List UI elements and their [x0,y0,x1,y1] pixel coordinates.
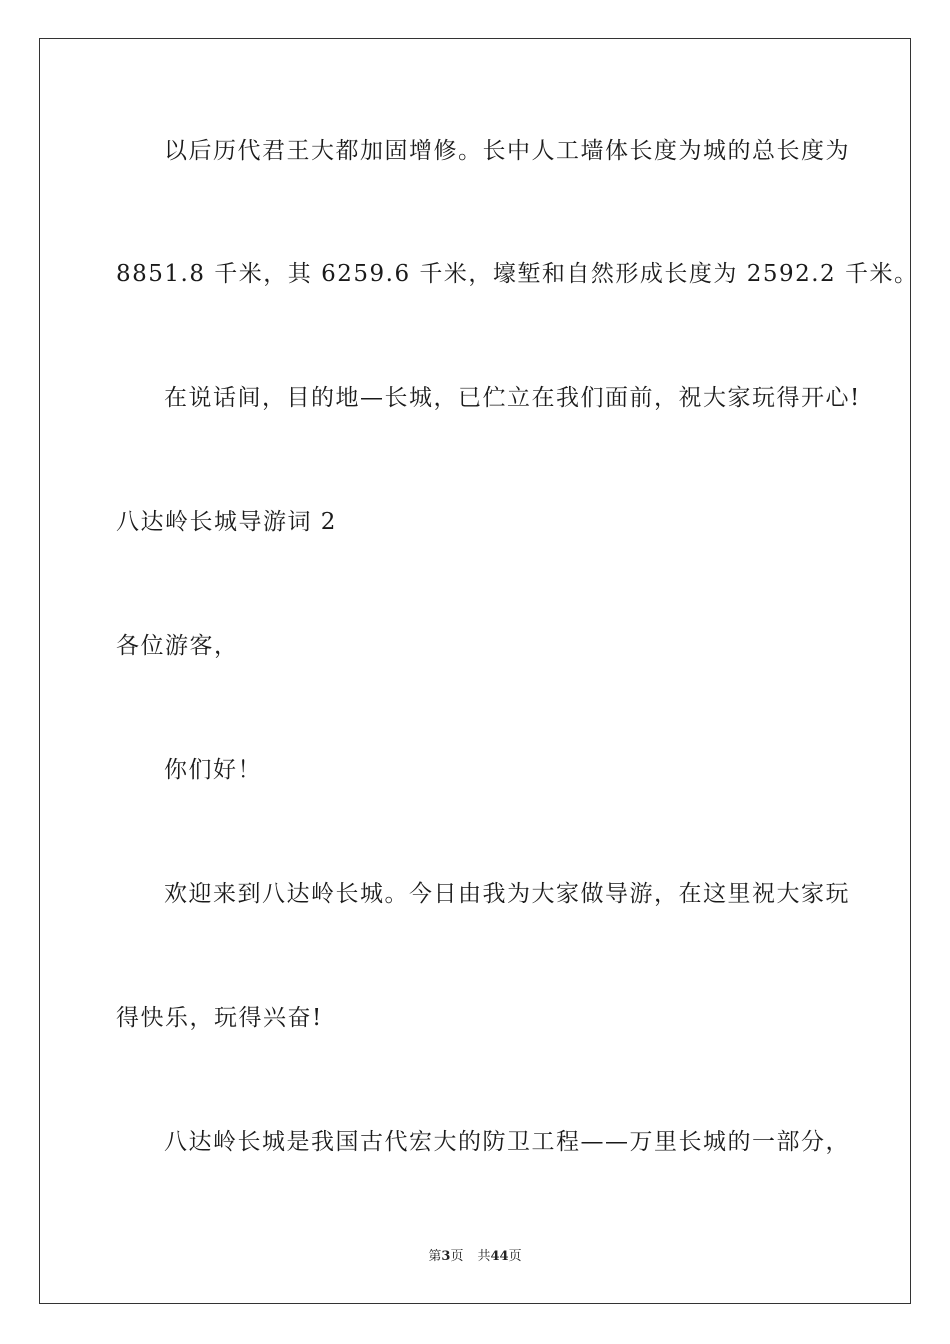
paragraph-line: 在说话间，目的地—长城，已伫立在我们面前，祝大家玩得开心! [164,385,861,411]
paragraph-line: 八达岭长城是我国古代宏大的防卫工程——万里长城的一部分， [164,1129,850,1155]
page-number: 3 [441,1249,451,1264]
page-frame [39,38,911,1304]
paragraph-line: 以后历代君王大都加固增修。长中人工墙体长度为城的总长度为 [164,138,850,164]
paragraph-line: 欢迎来到八达岭长城。今日由我为大家做导游，在这里祝大家玩 [164,881,850,907]
greeting-line: 各位游客， [116,633,239,659]
page-prefix: 第 [428,1249,442,1264]
total-pages: 44 [490,1249,509,1264]
paragraph-line: 你们好！ [164,757,262,783]
total-suffix: 页 [508,1249,522,1264]
page-suffix: 页 [450,1249,464,1264]
paragraph-line: 8851.8 千米，其 6259.6 千米，壕堑和自然形成长度为 2592.2 千米。 [116,261,919,287]
total-prefix: 共 [477,1249,491,1264]
section-heading: 八达岭长城导游词 2 [116,509,337,535]
paragraph-line: 得快乐，玩得兴奋! [116,1005,323,1031]
page-footer [0,1248,950,1266]
